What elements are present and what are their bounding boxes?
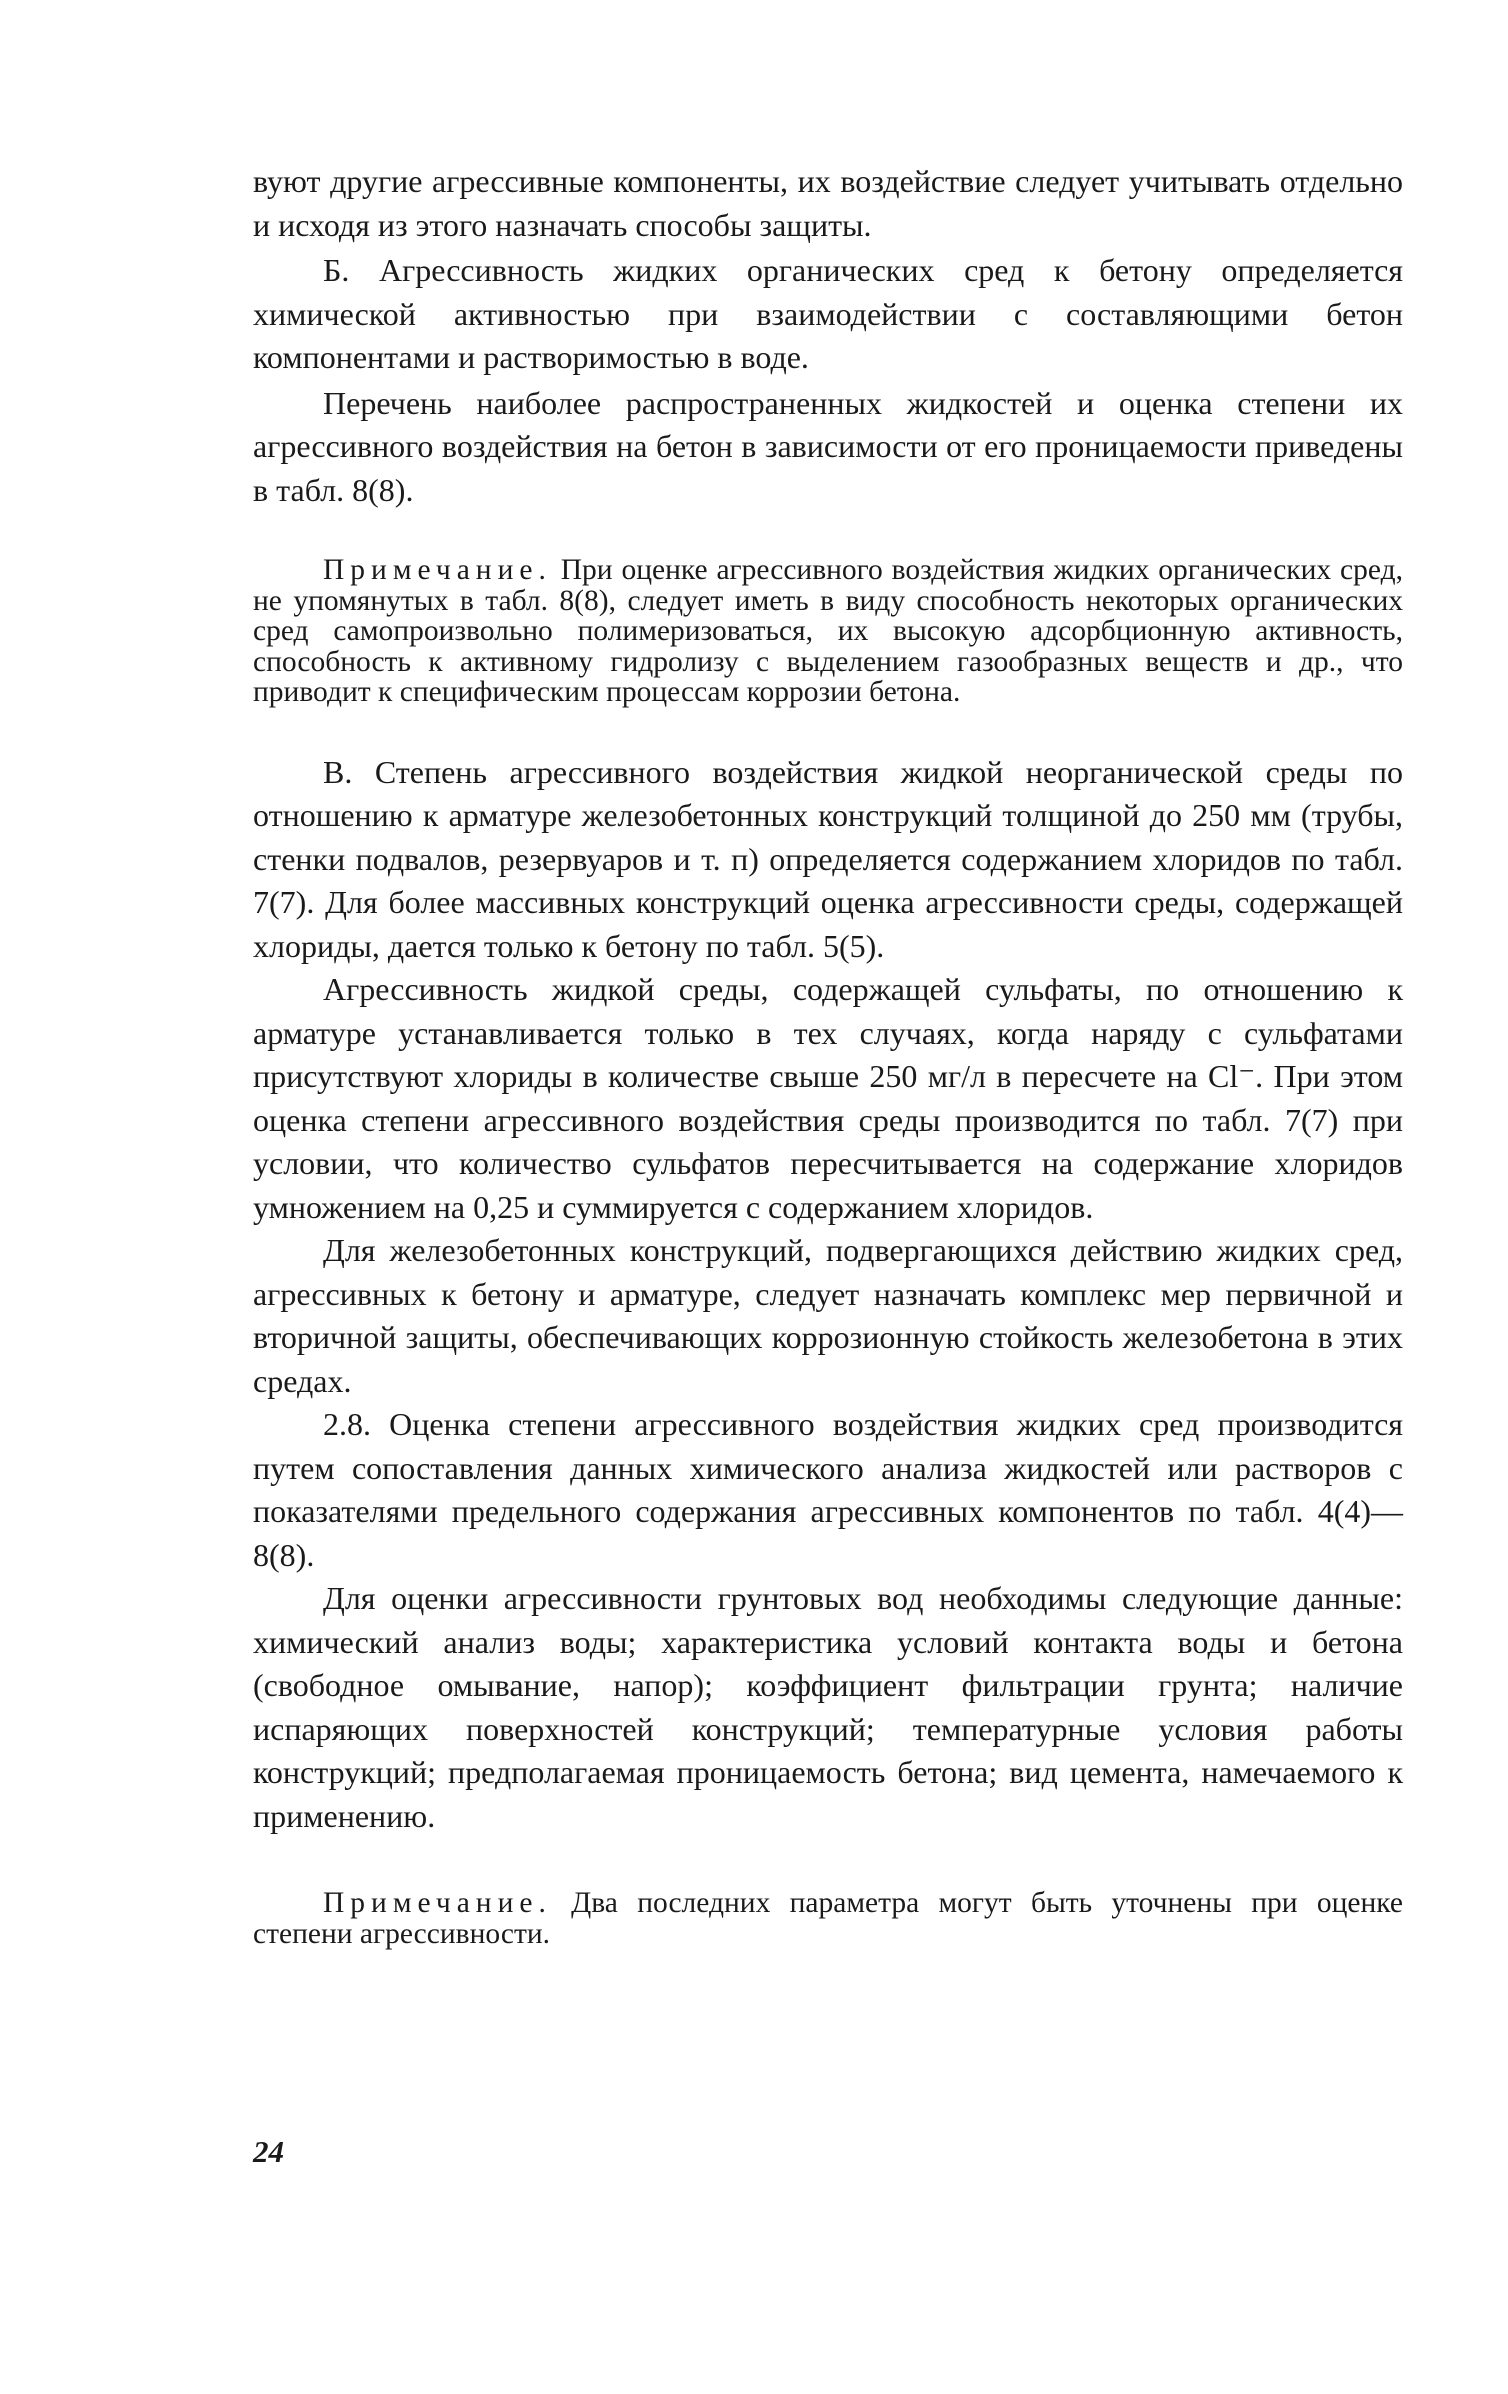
paragraph-groundwater: Для оценки агрессивности грунтовых вод необходимы следующие данные: химический анализ воды; характеристика условий контакта воды и бетона (свободное омывание, напор); коэффициент фильтрации грунта; наличие испаряющих поверхностей конструкций; температурные условия работы конструкций; предполагаемая проницаемость бетона; вид цемента, намечаемого к применению. — [253, 1580, 1403, 1834]
note-text: При оценке агрессивного воздействия жидких органических сред, не упомянутых в табл. 8(8), следует иметь в виду способность некоторых органических сред самопроизвольно полимеризоваться, их высокую адсорбционную активность, способность к активному гидролизу с выделением газообразных веществ и др., что приводит к специфическим процессам коррозии бетона. — [253, 554, 1403, 708]
page-number: 24 — [253, 2134, 284, 2169]
paragraph-v-reinforcement: В. Степень агрессивного воздействия жидкой неорганической среды по отношению к арматуре железобетонных конструкций толщиной до 250 мм (трубы, стенки подвалов, резервуаров и т. п) определяется содержанием хлоридов по табл. 7(7). Для более массивных конструкций оценка агрессивности среды, содержащей хлориды, дается только к бетону по табл. 5(5). — [253, 753, 1403, 964]
paragraph-sulfates: Агрессивность жидкой среды, содержащей сульфаты, по отношению к арматуре устанавливается только в тех случаях, когда наряду с сульфатами присутствуют хлориды в количестве свыше 250 мг/л в пересчете на Cl⁻. При этом оценка степени агрессивного воздействия среды производится по табл. 7(7) при условии, что количество сульфатов пересчитывается на содержание хлоридов умножением на 0,25 и суммируется с содержанием хлоридов. — [253, 971, 1403, 1225]
note-label: Примечание. — [323, 1887, 552, 1919]
paragraph-liquids-list: Перечень наиболее распространенных жидкостей и оценка степени их агрессивного воздействия на бетон в зависимости от его проницаемости приведены в табл. 8(8). — [253, 384, 1403, 508]
note-text: Два последних параметра могут быть уточнены при оценке степени агрессивности. — [253, 1887, 1403, 1950]
paragraph-continuation: вуют другие агрессивные компоненты, их воздействие следует учитывать отдельно и исходя из этого назначать способы защиты. — [253, 163, 1403, 243]
note-label: Примечание. — [323, 554, 552, 586]
document-page — [253, 160, 1403, 1949]
note-organic-media — [253, 555, 1403, 708]
paragraph-b-organic-media: Б. Агрессивность жидких органических сред к бетону определяется химической активностью при взаимодействии с составляющими бетон компонентами и растворимостью в воде. — [253, 252, 1403, 375]
note-parameters — [253, 1888, 1403, 1949]
paragraph-2-8-assessment: 2.8. Оценка степени агрессивного воздействия жидких сред производится путем сопоставления данных химического анализа жидкостей или растворов с показателями предельного содержания агрессивных компонентов по табл. 4(4)—8(8). — [253, 1406, 1403, 1573]
paragraph-protection: Для железобетонных конструкций, подвергающихся действию жидких сред, агрессивных к бетону и арматуре, следует назначать комплекс мер первичной и вторичной защиты, обеспечивающих коррозионную стойкость железобетона в этих средах. — [253, 1232, 1403, 1399]
